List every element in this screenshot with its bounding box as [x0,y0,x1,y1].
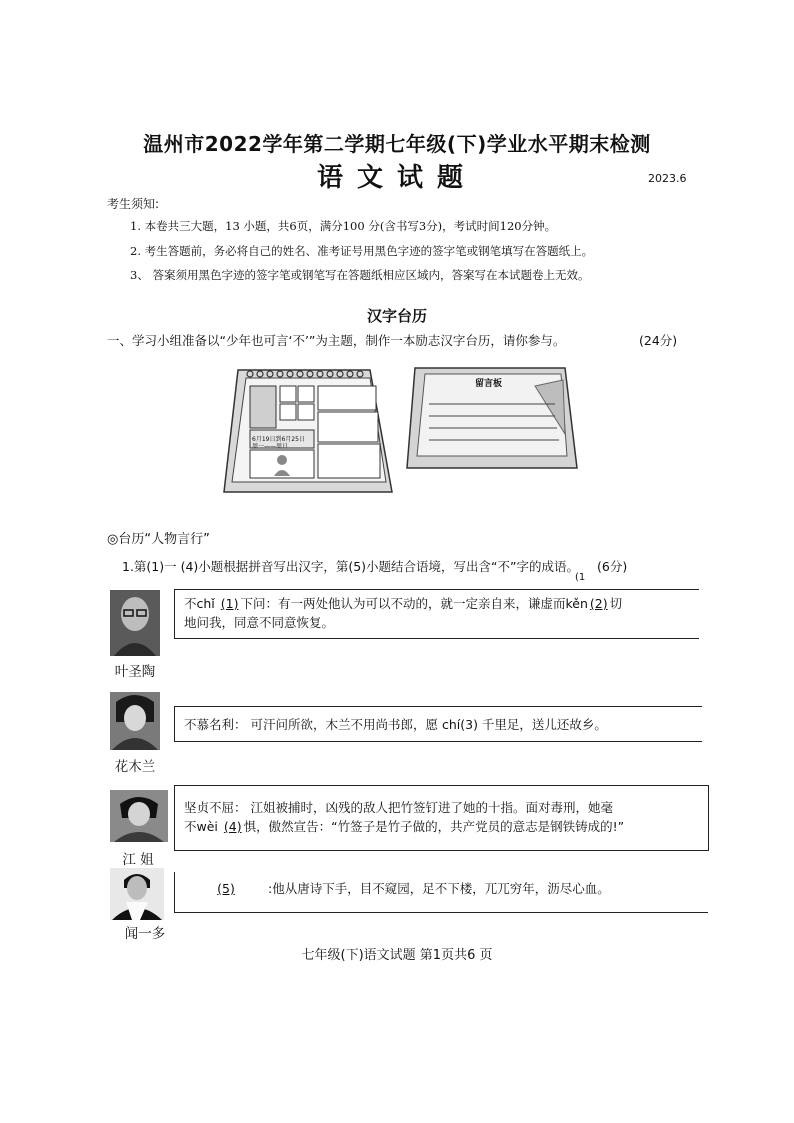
calendar-week-label: 周一——周日 [252,443,289,450]
notice-item-2: 2. 考生答题前，务必将自己的姓名、准考证号用黑色字迹的签字笔或钢笔填写在答题纸上。 [130,244,594,258]
margin-mark: (1 [575,572,586,583]
entry-jiang-prefix: 不wèi [184,819,218,834]
entry-jiang-text: 惧，傲然宣告：“竹签子是竹子做的，共产党员的意志是钢铁铸成的!” [243,819,625,834]
blank-5[interactable]: (5) [217,881,235,896]
portrait-jiang-jie [110,790,168,842]
blank-4[interactable]: (4) [223,819,242,834]
exam-date: 2023.6 [648,172,687,185]
blank-2[interactable]: (2) [589,596,608,611]
entry-box-jiang [174,785,709,851]
person-name-jiang: 江 姐 [122,852,154,868]
question-1-1 [122,557,627,575]
person-name-wen: 闻一多 [124,926,166,942]
notice-item-1: 1. 本卷共三大题，13 小题，共6页，满分100 分(含书写3分)，考试时间120分钟。 [130,219,557,233]
entry-box-wen [174,872,708,913]
page-footer: 七年级(下)语文试题 第1页共6 页 [301,948,493,963]
desk-calendar-illustration [220,364,398,496]
entry-jiang-line1: 坚贞不屈： 江姐被捕时，凶残的敌人把竹签钉进了她的十指。面对毒刑，她毫 [184,800,613,815]
section-title: 汉字台历 [366,307,427,325]
memo-board-title: 留言板 [475,379,503,389]
blank-1[interactable]: (1) [220,596,239,611]
notice-item-3: 3、 答案须用黑色字迹的签字笔或钢笔写在答题纸相应区域内，答案写在本试题卷上无效。 [130,268,590,282]
person-name-hua: 花木兰 [114,759,156,775]
calendar-date-range: 6月19日到6月25日 [252,436,305,443]
entry-box-hua [174,706,702,742]
entry-hua-prefix: 不慕名利： [184,717,247,732]
entry-hua-text: 可汗问所欲，木兰不用尚书郎，愿 chí(3) 千里足，送儿还故乡。 [250,717,607,732]
entry-ye-line2: 地问我，同意不同意恢复。 [184,615,335,630]
entry-ye-prefix: 不chǐ [184,596,215,611]
question-1-score: (24分) [639,333,678,348]
subsection-title: ◎台历“人物言行” [107,532,210,547]
portrait-wen-yiduo [110,868,164,920]
notice-heading: 考生须知: [107,197,160,211]
exam-subject-title: 语文试题 [316,163,477,193]
entry-wen-text: :他从唐诗下手，目不窥园，足不下楼，兀兀穷年，沥尽心血。 [268,881,610,896]
question-1-1-score: (6分) [596,559,628,574]
portrait-ye-shengtao [110,590,160,656]
exam-title: 温州市2022学年第二学期七年级(下)学业水平期末检测 [143,132,651,156]
entry-box-ye [174,589,699,639]
entry-ye-suffix: 切 [609,596,623,611]
question-1-text: 一、学习小组准备以“少年也可言‘不’”为主题，制作一本励志汉字台历，请你参与。 [107,333,566,348]
portrait-hua-mulan [110,692,160,750]
question-1 [107,331,678,349]
entry-ye-text: 下问：有一两处他认为可以不动的，就一定亲自来，谦虚而kěn [240,596,588,611]
memo-board-illustration [405,364,581,472]
person-name-ye: 叶圣陶 [114,664,156,680]
question-1-1-text: 1.第(1)一 (4)小题根据拼音写出汉字，第(5)小题结合语境，写出含“不”字的成语。 [122,559,579,574]
